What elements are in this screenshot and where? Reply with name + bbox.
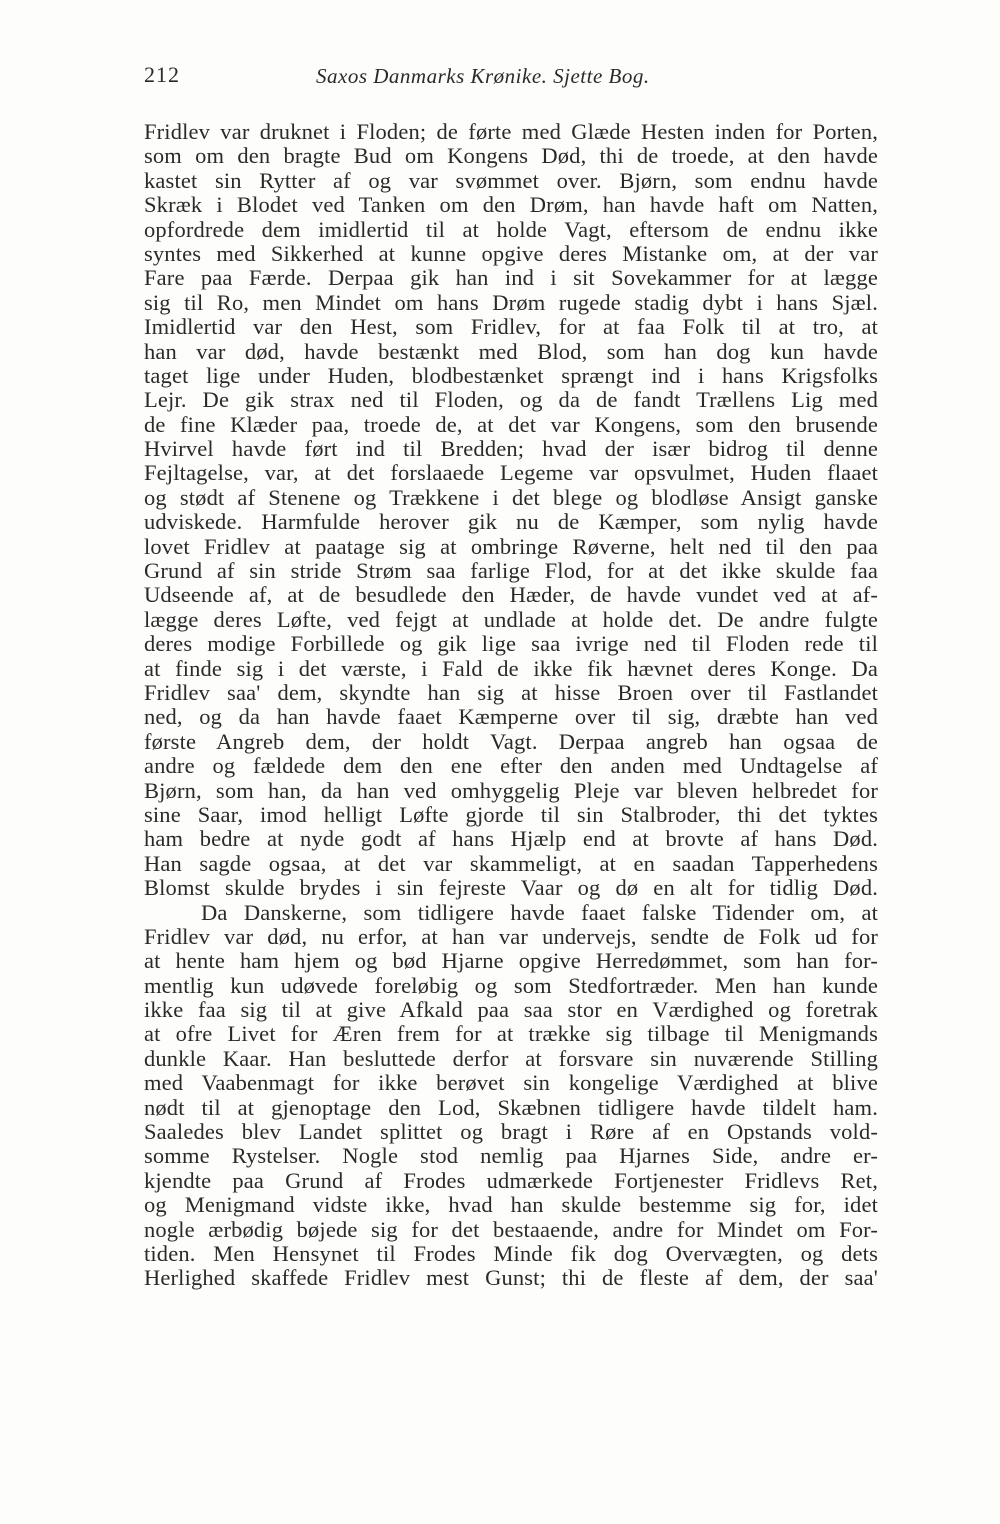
text-line: som om den bragte Bud om Kongens Død, thi de troede, at den havde xyxy=(144,143,878,169)
text-line: Fejltagelse, var, at det forslaaede Legeme var opsvulmet, Huden flaaet xyxy=(144,460,878,486)
text-line: kastet sin Rytter af og var svømmet over. Bjørn, som endnu havde xyxy=(144,167,878,193)
text-line: andre og fældede dem den ene efter den anden med Undtagelse af xyxy=(144,753,878,779)
running-title: Saxos Danmarks Krønike. Sjette Bog. xyxy=(316,64,650,88)
text-line: lovet Fridlev at paatage sig at ombringe Røverne, helt ned til den paa xyxy=(144,533,878,559)
text-line: ham bedre at nyde godt af hans Hjælp end at brovte af hans Død. xyxy=(144,826,878,852)
text-line: Fridlev saa' dem, skyndte han sig at hisse Broen over til Fastlandet xyxy=(144,679,878,705)
text-line: han var død, havde bestænkt med Blod, som han dog kun havde xyxy=(144,338,878,364)
text-line: deres modige Forbillede og gik lige saa ivrige ned til Floden rede til xyxy=(144,631,878,657)
text-line: Saaledes blev Landet splittet og bragt i Røre af en Opstands vold- xyxy=(144,1119,878,1145)
text-line: Bjørn, som han, da han ved omhyggelig Pleje var bleven helbredet for xyxy=(144,777,878,803)
text-line: mentlig kun udøvede foreløbig og som Stedfortræder. Men han kunde xyxy=(144,972,878,998)
text-line: nødt til at gjenoptage den Lod, Skæbnen tidligere havde tildelt ham. xyxy=(144,1094,878,1120)
text-line: Han sagde ogsaa, at det var skammeligt, at en saadan Tapperhedens xyxy=(144,850,878,876)
text-line: og stødt af Stenene og Trækkene i det blege og blodløse Ansigt ganske xyxy=(144,484,878,510)
text-line: Fridlev var druknet i Floden; de førte med Glæde Hesten inden for Porten, xyxy=(144,119,878,144)
page-header xyxy=(144,62,864,92)
text-line: udviskede. Harmfulde herover gik nu de Kæmper, som nylig havde xyxy=(144,509,878,535)
text-line: Fridlev var død, nu erfor, at han var undervejs, sendte de Folk ud for xyxy=(144,923,878,949)
text-line: Fare paa Færde. Derpaa gik han ind i sit Sovekammer for at lægge xyxy=(144,265,878,291)
text-line: at hente ham hjem og bød Hjarne opgive Herredømmet, som han for- xyxy=(144,948,878,974)
text-line: sig til Ro, men Mindet om hans Drøm rugede stadig dybt i hans Sjæl. xyxy=(144,289,878,315)
text-line: opfordrede dem imidlertid til at holde Vagt, eftersom de endnu ikke xyxy=(144,216,878,242)
text-line: somme Rystelser. Nogle stod nemlig paa Hjarnes Side, andre er- xyxy=(144,1143,878,1169)
text-line: Udseende af, at de besudlede den Hæder, de havde vundet ved at af- xyxy=(144,582,878,608)
paragraph-last-line: Blomst skulde brydes i sin fejreste Vaar og dø en alt for tidlig Død. xyxy=(144,875,878,901)
page-number: 212 xyxy=(144,62,180,87)
text-line: ned, og da han havde faaet Kæmperne over til sig, dræbte han ved xyxy=(144,704,878,730)
text-line: Herlighed skaffede Fridlev mest Gunst; thi de fleste af dem, der saa' xyxy=(144,1265,878,1291)
text-line: med Vaabenmagt for ikke berøvet sin kongelige Værdighed at blive xyxy=(144,1070,878,1096)
text-line: de fine Klæder paa, troede de, at det var Kongens, som den brusende xyxy=(144,411,878,437)
text-line: syntes med Sikkerhed at kunne opgive deres Mistanke om, at der var xyxy=(144,240,878,266)
text-line: kjendte paa Grund af Frodes udmærkede Fortjenester Fridlevs Ret, xyxy=(144,1167,878,1193)
text-line: og Menigmand vidste ikke, hvad han skulde bestemme sig for, idet xyxy=(144,1192,878,1218)
text-line: sine Saar, imod helligt Løfte gjorde til sin Stalbroder, thi det tyktes xyxy=(144,801,878,827)
text-line: nogle ærbødig bøjede sig for det bestaaende, andre for Mindet om For- xyxy=(144,1216,878,1242)
text-line: at ofre Livet for Æren frem for at trække sig tilbage til Menigmands xyxy=(144,1021,878,1047)
text-line: tiden. Men Hensynet til Frodes Minde fik dog Overvægten, og dets xyxy=(144,1240,878,1266)
text-line: ikke faa sig til at give Afkald paa saa stor en Værdighed og foretrak xyxy=(144,997,878,1023)
text-line: dunkle Kaar. Han besluttede derfor at forsvare sin nuværende Stilling xyxy=(144,1045,878,1071)
text-line: Hvirvel havde ført ind til Bredden; hvad der især bidrog til denne xyxy=(144,436,878,462)
text-line: første Angreb dem, der holdt Vagt. Derpaa angreb han ogsaa de xyxy=(144,728,878,754)
text-line: Lejr. De gik strax ned til Floden, og da de fandt Trællens Lig med xyxy=(144,387,878,413)
text-line: at finde sig i det værste, i Fald de ikke fik hævnet deres Konge. Da xyxy=(144,655,878,681)
text-line: Skræk i Blodet ved Tanken om den Drøm, han havde haft om Natten, xyxy=(144,192,878,218)
text-line: Imidlertid var den Hest, som Fridlev, for at faa Folk til at tro, at xyxy=(144,314,878,340)
text-line: lægge deres Løfte, ved fejgt at undlade at holde det. De andre fulgte xyxy=(144,606,878,632)
body-text xyxy=(144,120,878,1291)
paragraph-first-line: Da Danskerne, som tidligere havde faaet falske Tidender om, at xyxy=(201,899,878,925)
text-line: Grund af sin stride Strøm saa farlige Flod, for at det ikke skulde faa xyxy=(144,558,878,584)
text-line: taget lige under Huden, blodbestænket sprængt ind i hans Krigsfolks xyxy=(144,362,878,388)
